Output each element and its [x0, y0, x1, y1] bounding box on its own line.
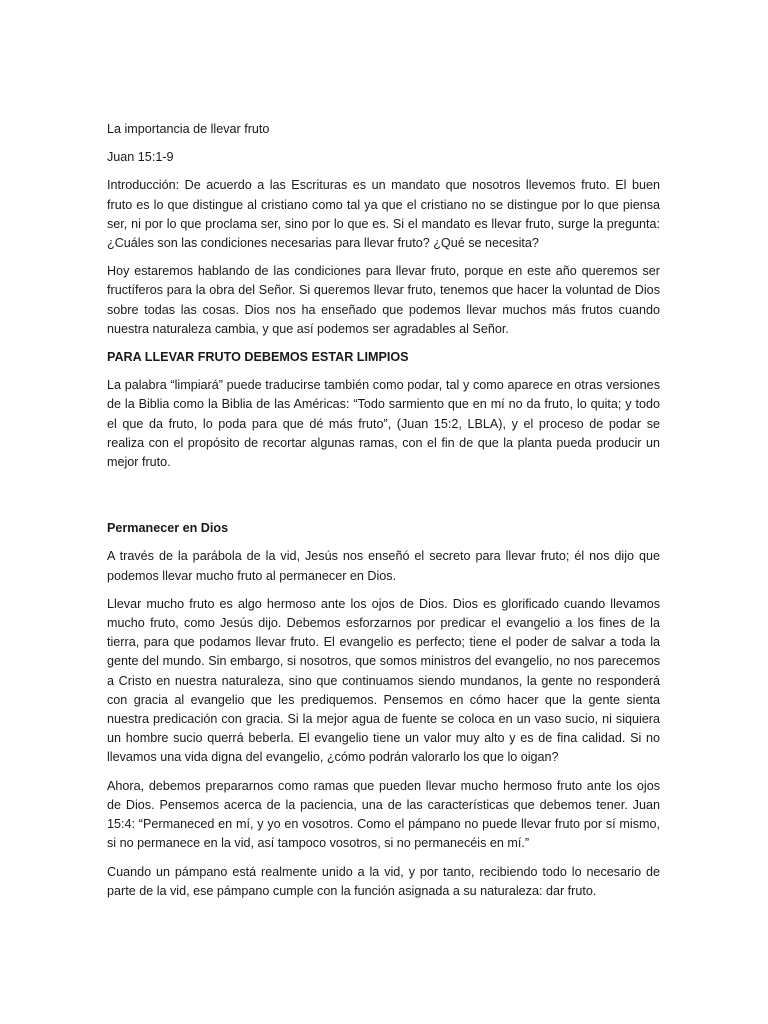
body-paragraph: Cuando un pámpano está realmente unido a la vid, y por tanto, recibiendo todo lo necesario de parte de la vid, ese pámpano cumple con la función asignada a su naturaleza: dar fruto. — [107, 864, 660, 898]
body-paragraph: Ahora, debemos prepararnos como ramas que pueden llevar mucho hermoso fruto ante los ojos de Dios. Pensemos acerca de la paciencia, una de las características que debemos tener. Juan 15:4: “Permaneced en mí, y yo en vosotros. Como el pámpano no puede llevar fruto por sí mismo, si no permanece en la vid, así tampoco vosotros, si no permanecéis en mí.” — [107, 778, 660, 851]
document-page — [107, 120, 660, 910]
section-heading: Permanecer en Dios — [107, 521, 229, 536]
body-paragraph: A través de la parábola de la vid, Jesús nos enseñó el secreto para llevar fruto; él nos dijo que podemos llevar mucho fruto al permanecer en Dios. — [107, 549, 660, 583]
document-title: La importancia de llevar fruto — [107, 122, 270, 136]
body-paragraph: Llevar mucho fruto es algo hermoso ante los ojos de Dios. Dios es glorificado cuando llevamos mucho fruto, como Jesús dijo. Debemos esforzarnos por predicar el evangelio a los fines de la tierra, para que podamos llevar fruto. El evangelio es perfecto; tiene el poder de salvar a toda la gente del mundo. Sin embargo, si nosotros, que somos ministros del evangelio, no nos parecemos a Cristo en nuestra naturaleza, sino que continuamos siendo mundanos, la gente no responderá con gracia al evangelio que les prediquemos. Pensemos en cómo hacer que la gente sienta nuestra predicación con gracia. Si la mejor agua de fuente se coloca en un vaso sucio, ni siquiera un hombre sucio querrá beberla. El evangelio tiene un valor muy alto y es de fina calidad. Si no llevamos una vida digna del evangelio, ¿cómo podrán valorarlo los que lo oigan? — [107, 596, 660, 765]
body-paragraph: La palabra “limpiará” puede traducirse también como podar, tal y como aparece en otras versiones de la Biblia como la Biblia de las Américas: “Todo sarmiento que en mí no da fruto, lo quita; y todo el que da fruto, lo poda para que dé más fruto”, (Juan 15:2, LBLA), y el proceso de podar se realiza con el propósito de recortar algunas ramas, con el fin de que la planta pueda producir un mejor fruto. — [107, 378, 660, 470]
body-paragraph: Hoy estaremos hablando de las condiciones para llevar fruto, porque en este año queremos ser fructíferos para la obra del Señor. Si queremos llevar fruto, tenemos que hacer la voluntad de Dios sobre todas las cosas. Dios nos ha enseñado que podemos llevar muchos más frutos cuando nuestra naturaleza cambia, y que así podemos ser agradables al Señor. — [107, 264, 660, 336]
section-heading: PARA LLEVAR FRUTO DEBEMOS ESTAR LIMPIOS — [107, 350, 409, 365]
section-spacer — [107, 481, 660, 519]
intro-paragraph: Introducción: De acuerdo a las Escrituras es un mandato que nosotros llevemos fruto. El buen fruto es lo que distingue al cristiano como tal ya que el cristiano no se distingue por lo que piensa ser, ni por lo que proclama ser, sino por lo que es. Si el mandato es llevar fruto, surge la pregunta: ¿Cuáles son las condiciones necesarias para llevar fruto? ¿Qué se necesita? — [107, 178, 660, 251]
scripture-reference: Juan 15:1-9 — [107, 150, 174, 165]
